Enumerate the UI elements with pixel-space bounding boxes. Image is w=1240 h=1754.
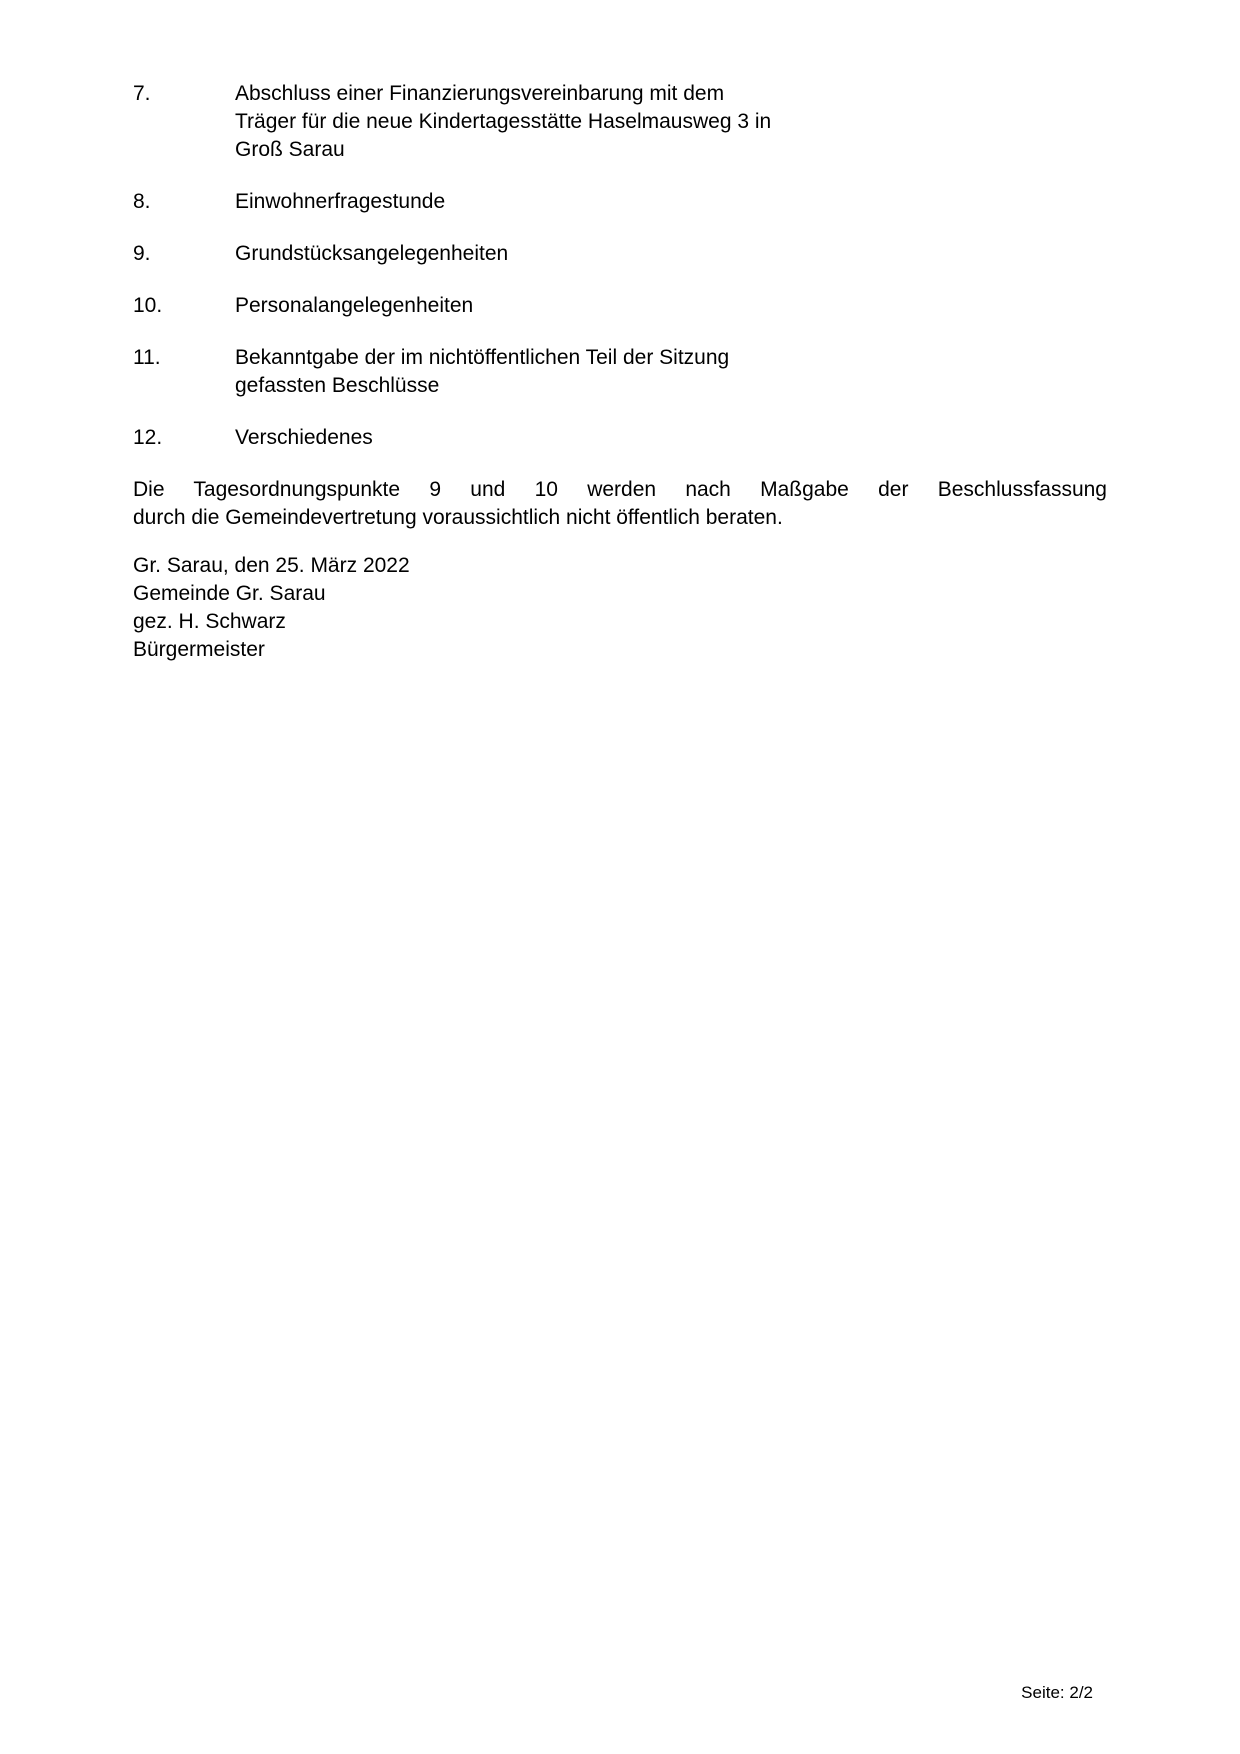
signature-title: Bürgermeister xyxy=(133,638,265,661)
agenda-item-text xyxy=(235,424,1107,452)
agenda-item-10 xyxy=(133,292,1107,320)
agenda-item-12 xyxy=(133,424,1107,452)
agenda-item-number: 10. xyxy=(133,294,163,317)
note-line: Die Tagesordnungspunkte 9 und 10 werden nach Maßgabe der Beschlussfassung xyxy=(133,478,1107,501)
agenda-item-text xyxy=(235,80,1107,164)
agenda-item-text xyxy=(235,188,1107,216)
agenda-item-line: Einwohnerfragestunde xyxy=(235,190,446,213)
agenda-item-line: Träger für die neue Kindertagesstätte Haselmausweg 3 in xyxy=(235,110,772,133)
agenda-item-number: 11. xyxy=(133,346,161,369)
agenda-item-line: Abschluss einer Finanzierungsvereinbarung mit dem xyxy=(235,82,725,105)
note-line: durch die Gemeindevertretung voraussichtlich nicht öffentlich beraten. xyxy=(133,506,783,529)
agenda-content xyxy=(133,80,1107,664)
signature-block xyxy=(133,552,1107,664)
agenda-item-number: 12. xyxy=(133,426,163,449)
signature-place-date: Gr. Sarau, den 25. März 2022 xyxy=(133,554,410,577)
agenda-item-line: Personalangelegenheiten xyxy=(235,294,474,317)
agenda-item-line: Verschiedenes xyxy=(235,426,373,449)
signature-signed-by: gez. H. Schwarz xyxy=(133,610,286,633)
agenda-item-line: Grundstücksangelegenheiten xyxy=(235,242,509,265)
signature-municipality: Gemeinde Gr. Sarau xyxy=(133,582,326,605)
agenda-item-11 xyxy=(133,344,1107,400)
agenda-item-7 xyxy=(133,80,1107,164)
agenda-item-number: 9. xyxy=(133,242,151,265)
agenda-item-text xyxy=(235,344,1107,400)
agenda-item-text xyxy=(235,240,1107,268)
agenda-item-8 xyxy=(133,188,1107,216)
agenda-item-number: 8. xyxy=(133,190,151,213)
agenda-item-line: Bekanntgabe der im nichtöffentlichen Teil der Sitzung xyxy=(235,346,730,369)
agenda-item-9 xyxy=(133,240,1107,268)
agenda-item-line: Groß Sarau xyxy=(235,138,345,161)
page-number-footer: Seite: 2/2 xyxy=(1021,1683,1093,1702)
agenda-item-text xyxy=(235,292,1107,320)
agenda-item-number: 7. xyxy=(133,82,151,105)
agenda-item-line: gefassten Beschlüsse xyxy=(235,374,440,397)
non-public-note xyxy=(133,476,1107,532)
